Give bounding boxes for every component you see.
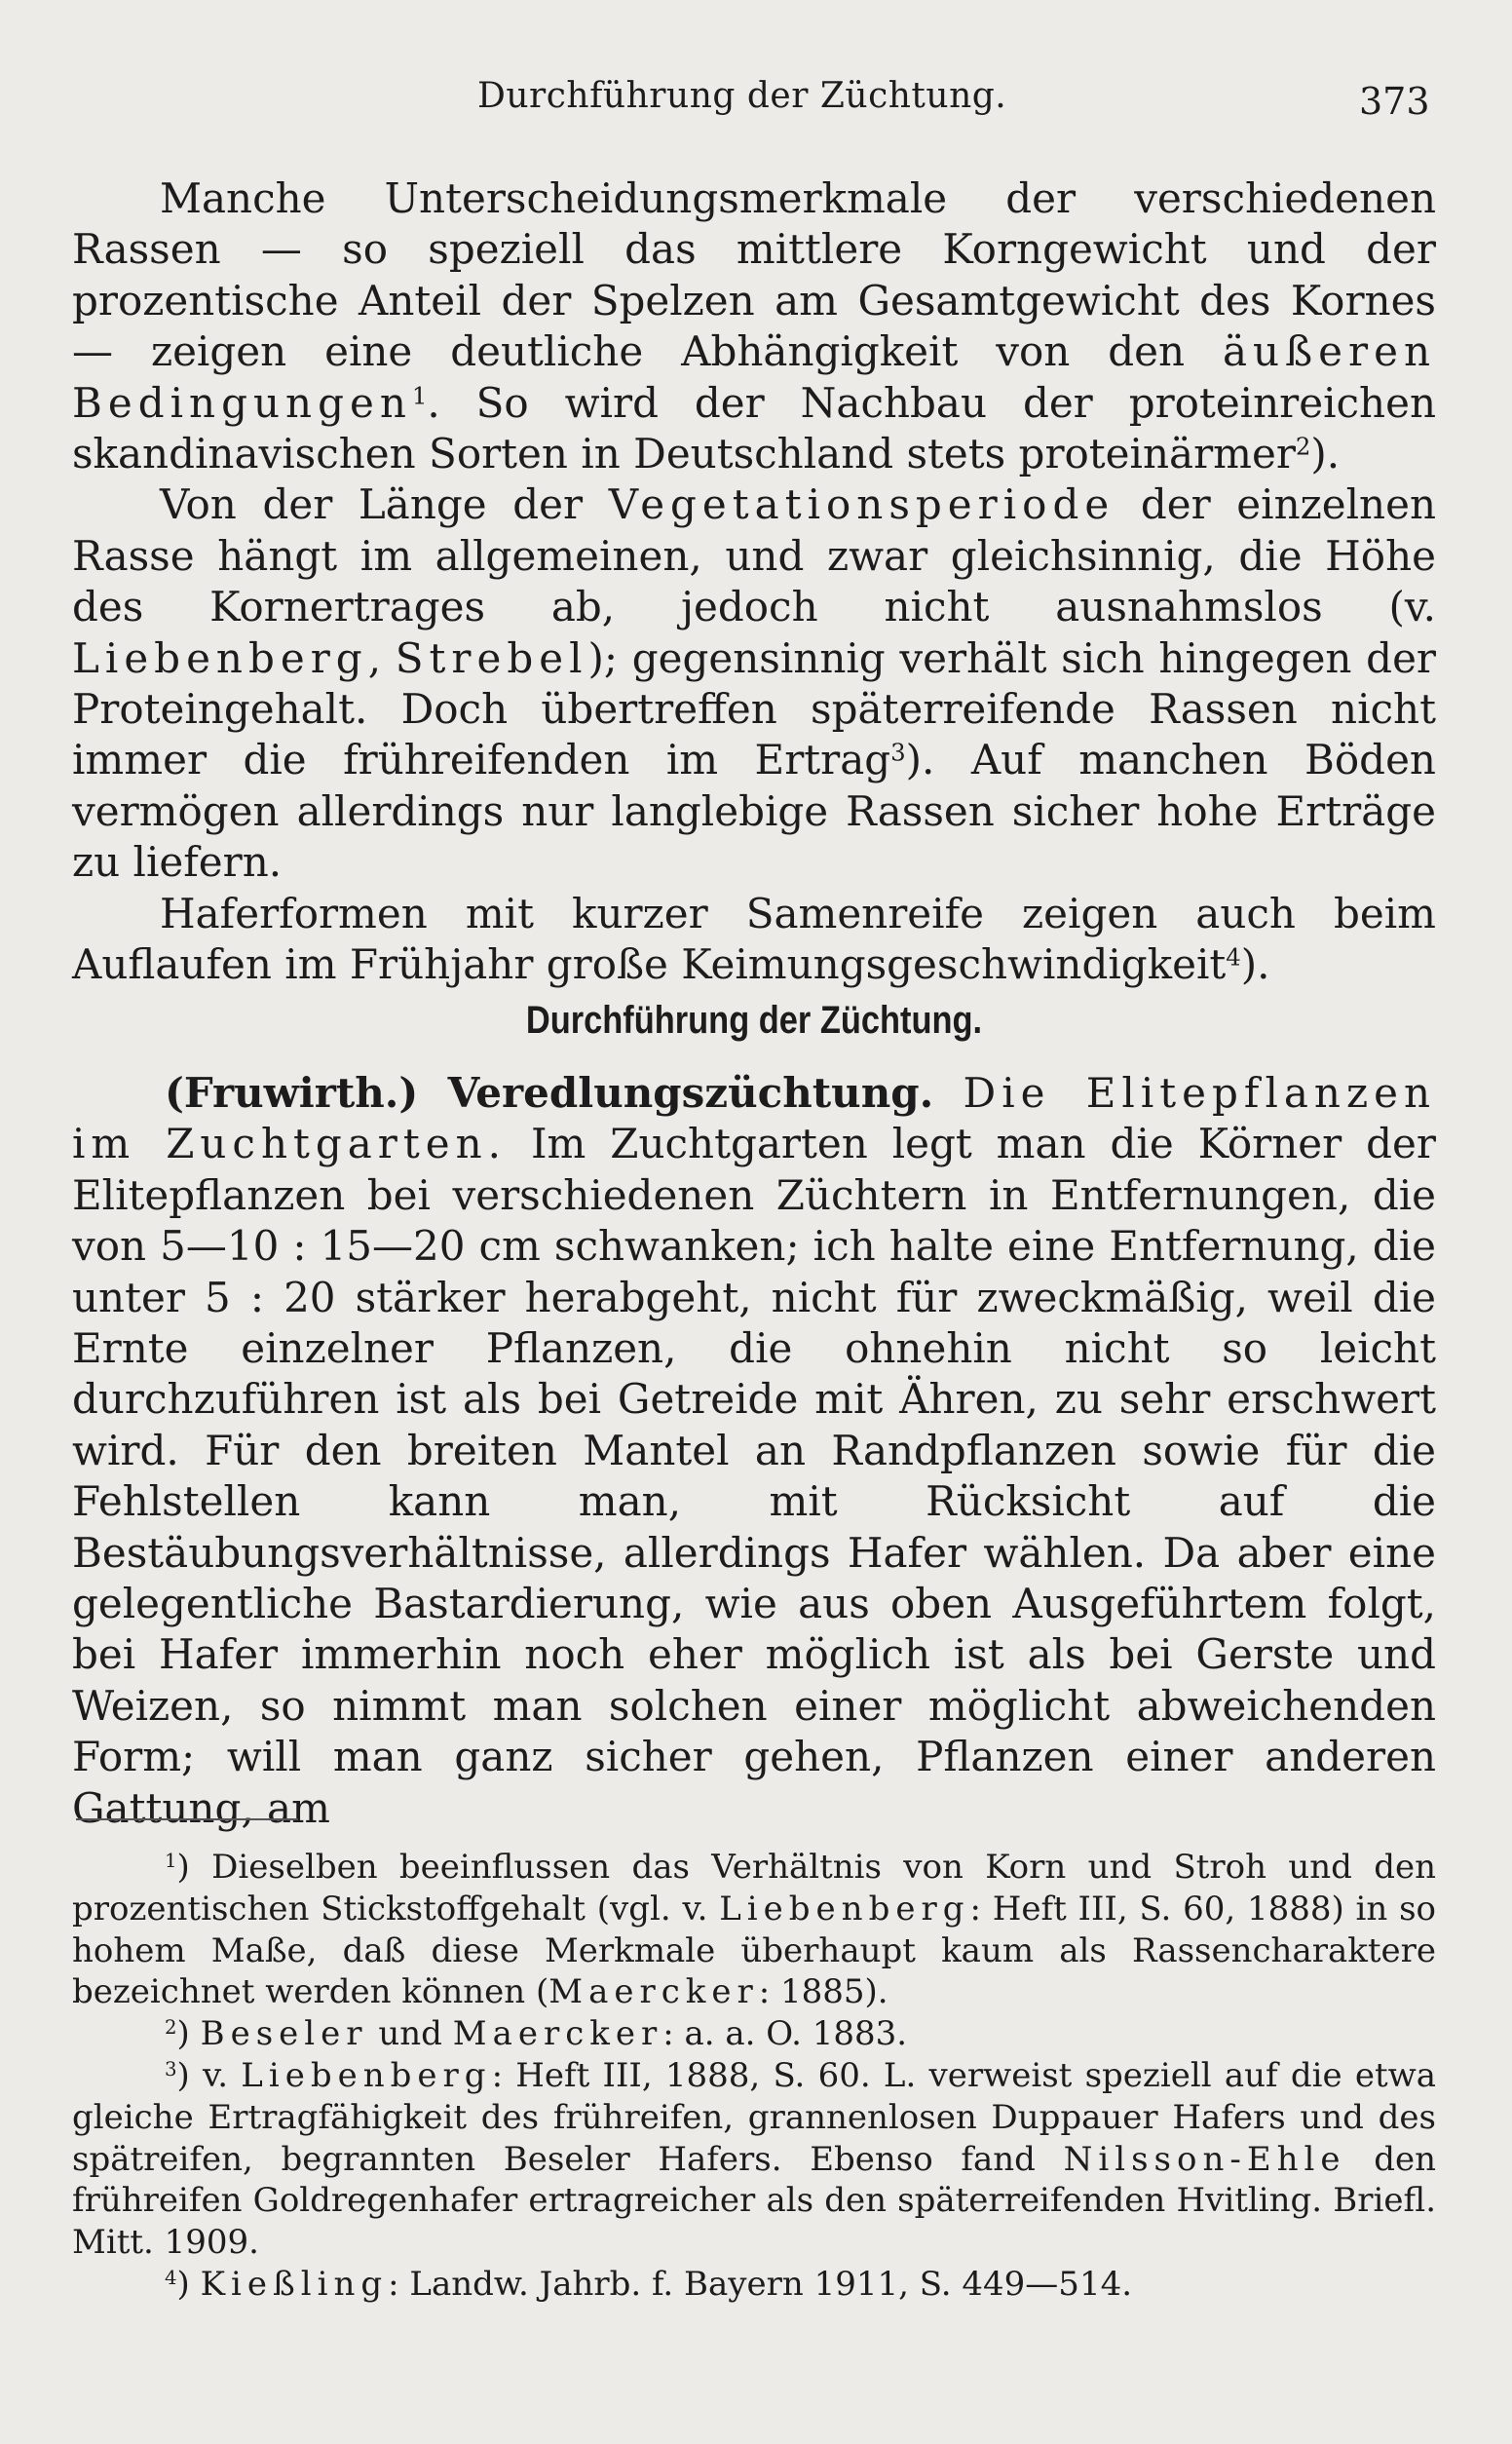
spaced-emphasis: äußeren Bedingungen xyxy=(72,327,1436,427)
author-name: Liebenberg xyxy=(72,633,368,682)
spaced-emphasis: Die Elitepflanzen im Zuchtgarten. xyxy=(72,1069,1437,1168)
footnote: $^4$) Kießling: Landw. Jahrb. f. Bayern 1911, S. 449—514. xyxy=(165,2264,1133,2304)
footnote-ref: 1 xyxy=(411,381,428,410)
author-name: Liebenberg xyxy=(719,1889,970,1928)
subheading: Veredlungszüchtung. xyxy=(447,1069,934,1117)
author-name: Liebenberg xyxy=(241,2055,492,2095)
paragraph: Von der Länge der Vegetationsperiode der einzelnen Rasse hängt im allgemeinen, und zwar gleichsinnig, die Höhe des Kornertrages ab, jedoch nicht ausnahmslos (v. Liebenberg, Strebel); gegensinnig verhält sich hingegen der Proteingehalt. Doch übertreffen späterreifende Rassen nicht immer die frühreifenden im Ertrag$^3$). Auf manchen Böden vermögen allerdings nur langlebige Rassen sicher hohe Erträge zu liefern. xyxy=(72,480,1437,887)
section-heading: Durchführung der Züchtung. xyxy=(525,999,983,1042)
footnotes xyxy=(72,1847,1436,2306)
footnote: $^1$) Dieselben beeinflussen das Verhältnis von Korn und Stroh und den prozentischen Stickstoffgehalt (vgl. v. Liebenberg: Heft III, S. 60, 1888) in so hohem Maße, daß diese Merkmale überhaupt kaum als Rassencharaktere bezeichnet werden können (Maercker: 1885). xyxy=(72,1848,1437,2012)
author-name: Maercker xyxy=(452,2014,663,2054)
footnote-ref: 2 xyxy=(1295,432,1311,461)
running-head: Durchführung der Züchtung. xyxy=(477,76,1007,116)
page-number: 373 xyxy=(1359,80,1430,123)
footnote: $^3$) v. Liebenberg: Heft III, 1888, S. 60. L. verweist speziell auf die etwa gleiche Ertragfähigkeit des frühreifen, grannenlosen Duppauer Hafers und des spätreifen, begrannten Beseler Hafers. Ebenso fand Nilsson-Ehle den frühreifen Goldregenhafer ertragreicher als den späterreifenden Hvitling. Briefl. Mitt. 1909. xyxy=(72,2055,1436,2263)
footnote-ref: 3 xyxy=(890,739,906,768)
paragraph: Haferformen mit kurzer Samenreife zeigen auch beim Auflaufen im Frühjahr große Keimungsgeschwindigkeit$^4$). xyxy=(72,889,1436,989)
author-name: Kießling xyxy=(200,2264,389,2304)
author-name: Beseler xyxy=(200,2014,368,2054)
author-name: Strebel xyxy=(395,633,588,682)
spaced-emphasis: Vegetationsperiode xyxy=(608,480,1115,529)
paragraph: (Fruwirth.) Veredlungszüchtung. Die Elitepflanzen im Zuchtgarten. Im Zuchtgarten legt man die Körner der Elitepflanzen bei verschiedenen Züchtern in Entfernungen, die von 5—10 : 15—20 cm schwanken; ich halte eine Entfernung, die unter 5 : 20 stärker herabgeht, nicht für zweckmäßig, weil die Ernte einzelner Pflanzen, die ohnehin nicht so leicht durchzuführen ist als bei Getreide mit Ähren, zu sehr erschwert wird. Für den breiten Mantel an Randpflanzen sowie für die Fehlstellen kann man, mit Rücksicht auf die Bestäubungsverhältnisse, allerdings Hafer wählen. Da aber eine gelegentliche Bastardierung, wie aus oben Ausgeführtem folgt, bei Hafer immerhin noch eher möglich ist als bei Gerste und Weizen, so nimmt man solchen einer möglicht abweichenden Form; will man ganz sicher gehen, Pflanzen einer anderen Gattung, am xyxy=(72,1069,1437,1832)
paragraph: Manche Unterscheidungsmerkmale der verschiedenen Rassen — so speziell das mittlere Korngewicht und der prozentische Anteil der Spelzen am Gesamtgewicht des Kornes — zeigen eine deutliche Abhängigkeit von den äußeren Bedingungen$^1$. So wird der Nachbau der proteinreichen skandinavischen Sorten in Deutschland stets proteinärmer$^2$). xyxy=(72,174,1436,478)
section-body xyxy=(72,1068,1436,1834)
footnote-ref: 4 xyxy=(1226,942,1241,972)
author-name: Nilsson-Ehle xyxy=(1063,2139,1346,2179)
footnote: $^2$) Beseler und Maercker: a. a. O. 1883. xyxy=(165,2014,908,2054)
footnote-rule xyxy=(76,1818,298,1820)
body-text xyxy=(72,173,1436,991)
author-name: Maercker xyxy=(548,1972,759,2012)
author-tag: (Fruwirth.) xyxy=(165,1069,419,1117)
